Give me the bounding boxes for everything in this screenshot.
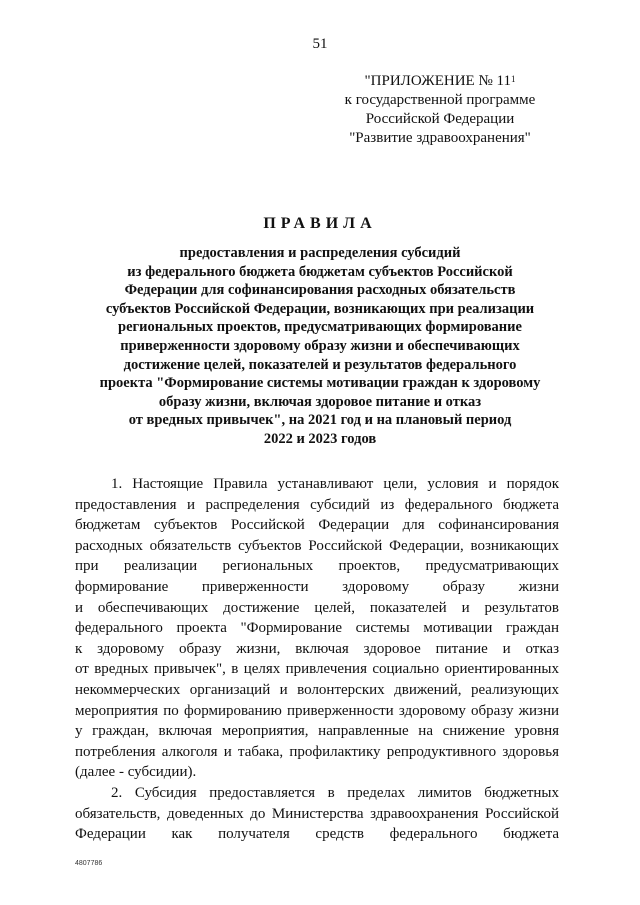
body-line: бюджетам субъектов Российской Федерации для софинансирования bbox=[75, 517, 559, 534]
subtitle-line: предоставления и распределения субсидий bbox=[179, 245, 461, 261]
subtitle-line: субъектов Российской Федерации, возникающих при реализации bbox=[105, 300, 535, 317]
subtitle-line: 2022 и 2023 годов bbox=[263, 430, 377, 447]
body-line: и обеспечивающих достижение целей, показателей и результатов bbox=[75, 599, 559, 616]
page-number: 51 bbox=[312, 36, 328, 52]
body-line: к здоровому образу жизни, включая здоровое питание и отказ bbox=[75, 640, 559, 657]
body-line: Федерации как получателя средств федерального бюджета bbox=[75, 826, 559, 843]
appendix-title bbox=[330, 72, 550, 91]
body-line: (далее - субсидии). bbox=[75, 764, 197, 781]
body-line: 2. Субсидия предоставляется в пределах лимитов бюджетных bbox=[111, 784, 559, 801]
body-line: потребления алкоголя и табака, профилактику репродуктивного здоровья bbox=[75, 743, 559, 760]
appendix-header bbox=[330, 72, 550, 148]
body-line: у граждан, включая мероприятия, направленные на снижение уровня bbox=[75, 723, 559, 740]
appendix-line: "Развитие здравоохранения" bbox=[349, 130, 531, 146]
body-line: 1. Настоящие Правила устанавливают цели, условия и порядок bbox=[111, 476, 559, 492]
body-line: федерального проекта "Формирование системы мотивации граждан bbox=[75, 620, 559, 637]
subtitle-line: проекта "Формирование системы мотивации граждан к здоровому bbox=[99, 375, 541, 392]
document-body bbox=[75, 474, 559, 845]
body-line: некоммерческих организаций и волонтерских движений, реализующих bbox=[75, 681, 559, 698]
subtitle-line: региональных проектов, предусматривающих формирование bbox=[118, 319, 522, 336]
paragraph-1 bbox=[75, 474, 559, 783]
body-line: расходных обязательств субъектов Российской Федерации, возникающих bbox=[75, 537, 559, 554]
subtitle-line: достижение целей, показателей и результатов федерального bbox=[123, 356, 517, 373]
body-line: формирование приверженности здоровому образу жизни bbox=[75, 578, 559, 595]
body-line: обязательств, доведенных до Министерства здравоохранения Российской bbox=[75, 805, 559, 822]
body-line: мероприятия по формированию приверженности здоровому образу жизни bbox=[75, 702, 559, 719]
body-line: предоставления и распределения субсидий из федерального бюджета bbox=[75, 496, 559, 513]
subtitle-line: Федерации для софинансирования расходных обязательств bbox=[124, 282, 516, 299]
subtitle-line: из федерального бюджета бюджетам субъектов Российской bbox=[127, 263, 513, 280]
document-subtitle bbox=[60, 244, 580, 449]
appendix-superscript: 1 bbox=[510, 74, 516, 84]
paragraph-2 bbox=[75, 783, 559, 845]
body-line: при реализации региональных проектов, предусматривающих bbox=[75, 558, 559, 575]
body-line: от вредных привычек", в целях привлечения социально ориентированных bbox=[75, 661, 559, 678]
document-code: 4807786 bbox=[75, 860, 103, 867]
appendix-title-text: "ПРИЛОЖЕНИЕ № 11 bbox=[364, 73, 511, 89]
subtitle-line: образу жизни, включая здоровое питание и отказ bbox=[158, 393, 482, 410]
appendix-line: Российской Федерации bbox=[365, 111, 515, 127]
subtitle-line: от вредных привычек", на 2021 год и на плановый период bbox=[128, 412, 512, 429]
document-title: ПРАВИЛА bbox=[263, 215, 377, 232]
appendix-line: к государственной программе bbox=[344, 92, 536, 108]
subtitle-line: приверженности здоровому образу жизни и обеспечивающих bbox=[120, 337, 520, 354]
